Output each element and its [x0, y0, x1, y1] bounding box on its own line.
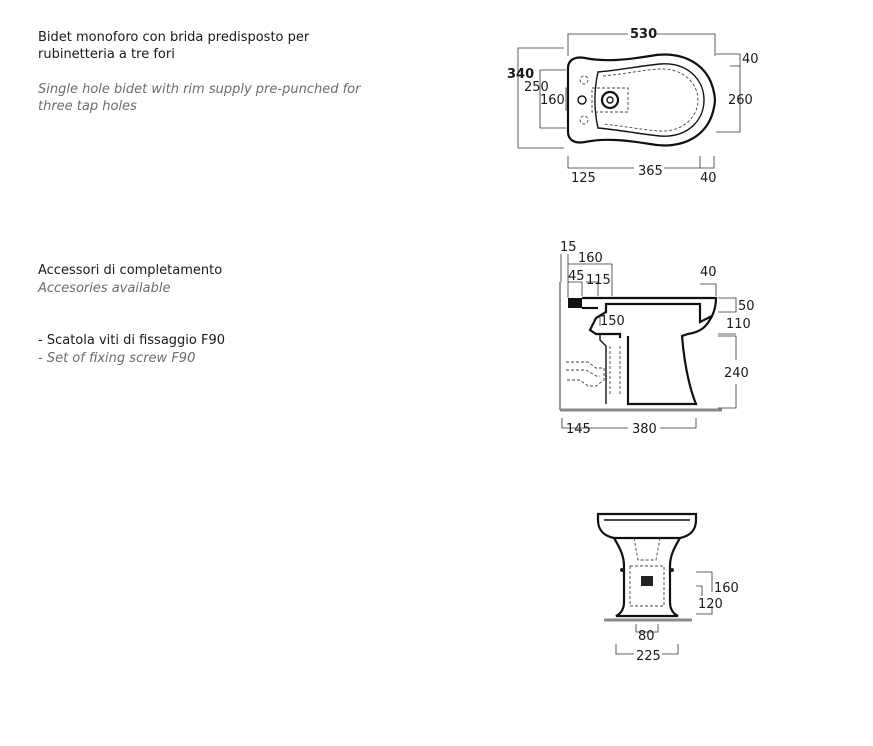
dim-225: 225: [636, 649, 661, 664]
dim-145: 145: [566, 422, 591, 437]
front-view-drawing: [598, 514, 712, 654]
dim-120: 120: [698, 597, 723, 612]
dim-115: 115: [586, 273, 611, 288]
dim-250: 250: [524, 80, 549, 95]
dim-240: 240: [724, 366, 749, 381]
accessory-item-english: - Set of fixing screw F90: [38, 351, 196, 366]
dim-80: 80: [638, 629, 655, 644]
dim-150: 150: [600, 314, 625, 329]
dim-45: 45: [568, 269, 585, 284]
dim-40-top: 40: [742, 52, 759, 67]
accessory-item-italian: - Scatola viti di fissaggio F90: [38, 333, 226, 348]
accessories-title-italian: Accessori di completamento: [38, 263, 223, 278]
dim-160: 160: [540, 93, 565, 108]
dim-40-side: 40: [700, 265, 717, 280]
dim-365: 365: [638, 164, 663, 179]
dim-340: 340: [507, 67, 535, 82]
dim-125: 125: [571, 171, 596, 186]
dim-15: 15: [560, 240, 577, 255]
accessories-title-english: Accesories available: [38, 281, 171, 296]
dim-530: 530: [630, 27, 658, 42]
dim-160-front: 160: [714, 581, 739, 596]
dim-40-bottom: 40: [700, 171, 717, 186]
dim-110: 110: [726, 317, 751, 332]
dim-160-side: 160: [578, 251, 603, 266]
title-italian: Bidet monoforo con brida predisposto per rubinetteria a tre fori: [38, 30, 310, 62]
dim-260: 260: [728, 93, 753, 108]
dim-50: 50: [738, 299, 755, 314]
dim-380: 380: [632, 422, 657, 437]
title-english: Single hole bidet with rim supply pre-punched for three tap holes: [38, 82, 361, 114]
